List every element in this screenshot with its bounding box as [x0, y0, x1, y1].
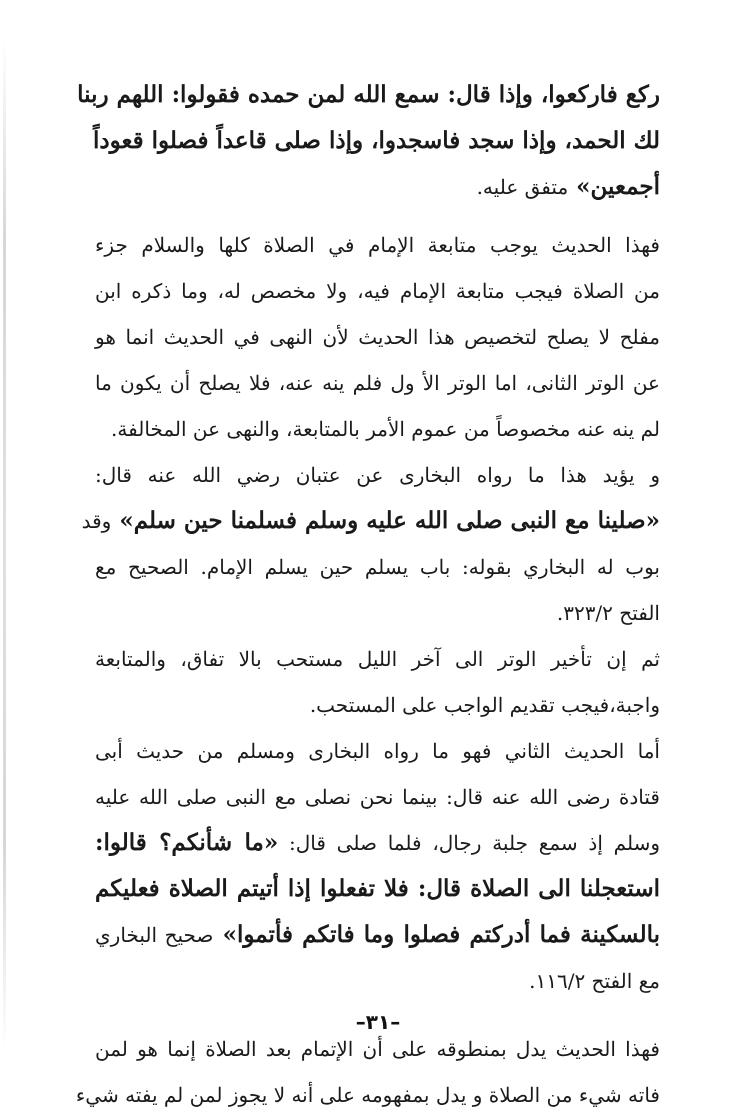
paragraph-text: بوب له البخاري بقوله: باب يسلم حين يسلم الإمام. الصحيح مع: [95, 555, 660, 579]
text-line: [81, 498, 660, 544]
source-note: مع الفتح ١١٦/٢.: [529, 969, 660, 993]
text-line: [95, 544, 660, 590]
paragraph-text: وسلم إذ سمع جلبة رجال، فلما صلى قال:: [278, 831, 661, 855]
paragraph-text: لم ينه عنه مخصوصاً من عموم الأمر بالمتابعة، والنهى عن المخالفة.: [111, 417, 660, 441]
paragraph-text: فهذا الحديث يوجب متابعة الإمام في الصلاة كلها والسلام جزء: [95, 233, 660, 257]
source-note: الفتح ٣٢٣/٢.: [556, 601, 660, 625]
hadith-text: ركع فاركعوا، وإذا قال: سمع الله لمن حمده فقولوا: اللهم ربنا: [77, 81, 660, 108]
body-text: [75, 72, 661, 1118]
hadith-text: لك الحمد، وإذا سجد فاسجدوا، وإذا صلى قاعداً فصلوا قعوداً: [93, 127, 660, 154]
paragraph-text: أما الحديث الثاني فهو ما رواه البخارى ومسلم من حديث أبى: [95, 739, 660, 763]
text-line: [95, 774, 660, 820]
hadith-text: استعجلنا الى الصلاة قال: فلا تفعلوا إذا أتيتم الصلاة فعليكم: [95, 875, 660, 902]
source-note: متفق عليه.: [476, 175, 569, 199]
paragraph-text: فاته شيء من الصلاة و يدل بمفهومه على أنه لا يجوز لمن لم يفته شيء: [75, 1083, 660, 1107]
text-line: [95, 360, 660, 406]
hadith-text: بالسكينة فما أدركتم فصلوا وما فاتكم فأتموا»: [213, 921, 660, 948]
paragraph-text: فهذا الحديث يدل بمنطوقه على أن الإتمام بعد الصلاة إنما هو لمن: [95, 1037, 660, 1061]
text-line: [95, 452, 660, 498]
text-line: [95, 590, 660, 636]
paragraph-text: من الصلاة فيجب متابعة الإمام فيه، ولا مخصص له، وما ذكره ابن: [95, 279, 660, 303]
hadith-text: «ما شأنكم؟ قالوا:: [95, 829, 279, 856]
text-line: [77, 72, 660, 118]
paragraph-text: و يؤيد هذا ما رواه البخارى عن عتبان رضي الله عنه قال:: [95, 463, 660, 487]
text-line: [95, 958, 660, 1004]
paragraph-gap: [95, 210, 660, 222]
text-line: [95, 866, 660, 912]
source-note: صحيح البخاري: [95, 923, 214, 947]
page-number: –٣١–: [355, 1010, 401, 1034]
hadith-text: أجمعين»: [568, 173, 660, 200]
paragraph-text: وقد: [81, 509, 112, 533]
paragraph-text: عن الوتر الثانى، اما الوتر الأ ول فلم ينه عنه، فلا يصلح أن يكون ما: [95, 371, 660, 395]
paragraph-text: مفلح لا يصلح لتخصيص هذا الحديث لأن النهى في الحديث انما هو: [95, 325, 660, 349]
text-line: [75, 1072, 660, 1118]
text-line: [95, 406, 660, 452]
text-line: [95, 314, 660, 360]
text-line: [95, 118, 660, 164]
paragraph-text: قتادة رضى الله عنه قال: بينما نحن نصلى مع النبى صلى الله عليه: [95, 785, 660, 809]
text-line: [95, 164, 660, 210]
page-edge-shadow: [3, 40, 6, 1050]
text-line: [95, 636, 660, 682]
text-line: [95, 912, 660, 958]
text-line: [95, 682, 660, 728]
hadith-text: «صلينا مع النبى صلى الله عليه وسلم فسلمنا حين سلم»: [111, 507, 660, 534]
paragraph-text: واجبة،فيجب تقديم الواجب على المستحب.: [309, 693, 660, 717]
text-line: [95, 268, 660, 314]
text-line: [95, 222, 660, 268]
text-line: [95, 728, 660, 774]
paragraph-text: ثم إن تأخير الوتر الى آخر الليل مستحب بالا تفاق، والمتابعة: [95, 647, 660, 671]
text-line: [95, 820, 660, 866]
